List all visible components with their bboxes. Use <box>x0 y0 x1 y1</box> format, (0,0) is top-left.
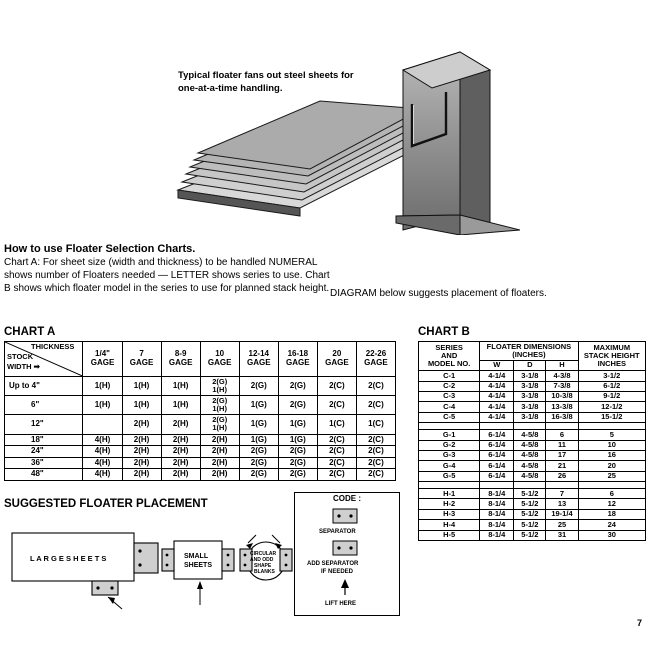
chart-b-h: 16-3/8 <box>546 412 578 422</box>
chart-a-row-label: 24" <box>5 446 83 458</box>
chart-a-cell: 2(G) <box>278 457 317 469</box>
blank-label-2: AND ODD <box>250 557 274 563</box>
series-line3: MODEL NO. <box>427 359 471 369</box>
chart-a-cell: 1(G) <box>278 434 317 446</box>
chart-b-dims-header <box>480 342 578 361</box>
chart-a-col-header <box>278 342 317 377</box>
chart-b-w: 4-1/4 <box>480 371 514 381</box>
blank-label-1: CIRCULAR <box>250 551 277 557</box>
chart-a-cell: 2(C) <box>317 434 356 446</box>
table-row <box>419 381 646 391</box>
table-group-separator <box>419 482 646 489</box>
chart-a-col-header <box>161 342 200 377</box>
stack-line2: STACK HEIGHT <box>583 350 640 360</box>
chart-a-cell: 1(G) <box>278 415 317 434</box>
chart-b-d: 4-5/8 <box>514 440 546 450</box>
code-add-separator-label-1: ADD SEPARATOR <box>307 561 359 567</box>
chart-a-cell: 2(G) <box>239 446 278 458</box>
chart-b-model: G-1 <box>419 430 480 440</box>
col-gage-bottom: GAGE <box>286 358 310 367</box>
chart-a-cell: 2(H) <box>122 415 161 434</box>
chart-b-model: G-5 <box>419 471 480 481</box>
chart-a-cell: 1(G) <box>239 434 278 446</box>
chart-b-h: 25 <box>546 520 578 530</box>
chart-a-cell: 1(C) <box>317 415 356 434</box>
chart-b-w: 6-1/4 <box>480 461 514 471</box>
chart-a-cell: 1(C) <box>356 415 395 434</box>
chart-a-table <box>4 341 396 481</box>
chart-b-stack: 5 <box>578 430 645 440</box>
table-row <box>419 430 646 440</box>
chart-a-cell: 2(C) <box>356 446 395 458</box>
illustration-caption: Typical floater fans out steel sheets for one-at-a-time handling. <box>178 70 354 94</box>
chart-a-col-header <box>317 342 356 377</box>
chart-a-cell: 4(H) <box>83 446 122 458</box>
chart-a-cell: 1(H) <box>122 396 161 415</box>
chart-b-d: 3-1/8 <box>514 391 546 401</box>
chart-a-cell: 2(C) <box>317 469 356 481</box>
separator-cell <box>514 423 546 430</box>
chart-b-stack: 10 <box>578 440 645 450</box>
chart-b-stack: 15-1/2 <box>578 412 645 422</box>
chart-b-w: 4-1/4 <box>480 391 514 401</box>
chart-a-cell: 2(C) <box>317 446 356 458</box>
table-row <box>419 450 646 460</box>
chart-b-col-d: D <box>514 360 546 370</box>
chart-a-cell: 2(H) <box>200 469 239 481</box>
chart-b-d: 4-5/8 <box>514 471 546 481</box>
floater-drawing <box>160 30 520 235</box>
chart-b-h: 10-3/8 <box>546 391 578 401</box>
stack-line1: MAXIMUM <box>593 342 631 352</box>
separator-cell <box>546 423 578 430</box>
chart-b-stack: 24 <box>578 520 645 530</box>
page-number: 7 <box>636 618 642 628</box>
stock-label: STOCK <box>7 352 34 361</box>
chart-a-cell: 2(C) <box>356 457 395 469</box>
separator-cell <box>578 482 645 489</box>
table-group-separator <box>419 423 646 430</box>
chart-a-cell: 2(G) <box>239 377 278 396</box>
chart-b-h: 4-3/8 <box>546 371 578 381</box>
chart-b-model: G-4 <box>419 461 480 471</box>
col-gage-top: 10 <box>215 349 225 359</box>
separator-cell <box>419 423 480 430</box>
separator-cell <box>578 423 645 430</box>
chart-a-cell: 2(C) <box>317 377 356 396</box>
chart-a-cell: 2(C) <box>356 396 395 415</box>
code-title: CODE : <box>333 494 361 503</box>
separator-cell <box>419 482 480 489</box>
stack-line3: INCHES <box>597 359 626 369</box>
chart-b-stack: 12 <box>578 499 645 509</box>
chart-a-row-label: 48" <box>5 469 83 481</box>
chart-b-stack: 20 <box>578 461 645 471</box>
chart-b-h: 13-3/8 <box>546 402 578 412</box>
chart-b-stack: 6 <box>578 489 645 499</box>
chart-b-table <box>418 341 646 541</box>
chart-b-stack: 25 <box>578 471 645 481</box>
chart-b-stack: 6-1/2 <box>578 381 645 391</box>
chart-a-cell: 2(H) <box>122 457 161 469</box>
chart-a-cell: 2(G) <box>278 469 317 481</box>
chart-a-cell: 2(C) <box>356 469 395 481</box>
chart-a-cell: 2(G) <box>278 446 317 458</box>
col-gage-top: 7 <box>139 349 144 359</box>
chart-b-h: 11 <box>546 440 578 450</box>
code-legend-drawing <box>295 503 397 611</box>
chart-b-model: G-3 <box>419 450 480 460</box>
separator-cell <box>480 482 514 489</box>
chart-a-cell: 2(H) <box>122 446 161 458</box>
chart-b-model: C-2 <box>419 381 480 391</box>
width-label: WIDTH ➡ <box>7 362 40 371</box>
chart-b-d: 5-1/2 <box>514 489 546 499</box>
table-row <box>5 415 396 434</box>
chart-b-series-header <box>419 342 480 371</box>
chart-a-row-label: Up to 4" <box>5 377 83 396</box>
chart-a-cell: 2(C) <box>356 377 395 396</box>
col-gage-top: 1/4" <box>95 349 110 359</box>
chart-b-w: 8-1/4 <box>480 520 514 530</box>
chart-b-h: 31 <box>546 530 578 540</box>
chart-b-d: 5-1/2 <box>514 530 546 540</box>
chart-a-col-header <box>239 342 278 377</box>
code-add-separator-label-2: IF NEEDED <box>321 569 354 575</box>
separator-cell <box>546 482 578 489</box>
chart-b-model: C-4 <box>419 402 480 412</box>
chart-b-model: H-4 <box>419 520 480 530</box>
chart-b-h: 21 <box>546 461 578 471</box>
chart-a-cell: 1(H) <box>161 377 200 396</box>
chart-b-model: H-5 <box>419 530 480 540</box>
chart-a-row-label: 36" <box>5 457 83 469</box>
col-gage-top: 22-26 <box>365 349 387 359</box>
table-row <box>419 520 646 530</box>
howto-body: Chart A: For sheet size (width and thickness) to be handled NUMERAL shows number of Floaters needed — LETTER shows series to use. Chart B shows which floater model in the series to use for planned stack height. <box>4 257 330 294</box>
chart-b-h: 17 <box>546 450 578 460</box>
table-row <box>419 402 646 412</box>
chart-b-h: 7-3/8 <box>546 381 578 391</box>
chart-b-model: G-2 <box>419 440 480 450</box>
chart-b-d: 5-1/2 <box>514 509 546 519</box>
chart-a-cell: 2(H) <box>161 434 200 446</box>
col-gage-bottom: GAGE <box>207 358 232 367</box>
chart-a-cell <box>83 415 122 434</box>
placement-title: SUGGESTED FLOATER PLACEMENT <box>4 498 208 510</box>
col-gage-bottom: GAGE <box>168 358 193 367</box>
chart-a-cell: 2(G) <box>239 457 278 469</box>
chart-a-cell: 2(G) 1(H) <box>200 415 239 434</box>
chart-a-cell: 2(H) <box>161 457 200 469</box>
chart-a-cell: 1(G) <box>239 415 278 434</box>
chart-b-model: C-5 <box>419 412 480 422</box>
chart-a-cell: 2(G) 1(H) <box>200 377 239 396</box>
chart-b-model: C-3 <box>419 391 480 401</box>
chart-b-stack: 18 <box>578 509 645 519</box>
chart-a-cell: 2(G) <box>278 377 317 396</box>
chart-a-row-label: 12" <box>5 415 83 434</box>
chart-a-cell: 2(G) 1(H) <box>200 396 239 415</box>
chart-b-d: 3-1/8 <box>514 381 546 391</box>
code-legend-box <box>294 492 400 616</box>
chart-b-stack: 12-1/2 <box>578 402 645 412</box>
table-row <box>5 434 396 446</box>
chart-b-model: C-1 <box>419 371 480 381</box>
chart-b-stack-header <box>578 342 645 371</box>
chart-b-stack: 3-1/2 <box>578 371 645 381</box>
chart-a-col-header <box>200 342 239 377</box>
chart-a-cell: 2(H) <box>200 434 239 446</box>
series-line2: AND <box>441 350 458 360</box>
table-row <box>5 377 396 396</box>
dims-sublabel: (INCHES) <box>512 349 546 359</box>
chart-b-w: 6-1/4 <box>480 430 514 440</box>
chart-b-h: 26 <box>546 471 578 481</box>
chart-b-model: H-2 <box>419 499 480 509</box>
howto-block <box>4 243 334 295</box>
table-row <box>5 342 396 377</box>
col-gage-top: 16-18 <box>287 349 309 359</box>
col-gage-bottom: GAGE <box>90 358 115 367</box>
large-sheets-label: L A R G E S H E E T S <box>30 554 107 563</box>
chart-b-d: 5-1/2 <box>514 520 546 530</box>
chart-b-w: 4-1/4 <box>480 381 514 391</box>
chart-b-d: 3-1/8 <box>514 412 546 422</box>
col-gage-top: 20 <box>332 349 342 359</box>
floater-illustration <box>160 30 520 235</box>
chart-a-cell: 2(C) <box>356 434 395 446</box>
howto-heading: How to use Floater Selection Charts. <box>4 243 196 255</box>
chart-b-w: 6-1/4 <box>480 440 514 450</box>
chart-b-h: 6 <box>546 430 578 440</box>
table-row <box>419 509 646 519</box>
blank-label-3: SHAPE <box>254 563 272 569</box>
diagram-note: DIAGRAM below suggests placement of floaters. <box>330 288 547 299</box>
chart-a-cell: 2(H) <box>122 434 161 446</box>
chart-b-col-h: H <box>546 360 578 370</box>
chart-b-d: 3-1/8 <box>514 371 546 381</box>
chart-b-w: 8-1/4 <box>480 499 514 509</box>
chart-b-d: 4-5/8 <box>514 450 546 460</box>
chart-a-cell: 2(C) <box>317 457 356 469</box>
chart-b-w: 8-1/4 <box>480 509 514 519</box>
table-row <box>419 471 646 481</box>
chart-a-col-header <box>356 342 395 377</box>
table-row <box>419 489 646 499</box>
chart-b-stack: 9-1/2 <box>578 391 645 401</box>
chart-b-w: 8-1/4 <box>480 489 514 499</box>
chart-a-cell: 4(H) <box>83 469 122 481</box>
chart-a-cell: 1(H) <box>161 396 200 415</box>
code-separator-label: SEPARATOR <box>319 529 356 535</box>
chart-a-cell: 1(H) <box>122 377 161 396</box>
chart-b-stack: 30 <box>578 530 645 540</box>
col-gage-bottom: GAGE <box>129 358 154 367</box>
chart-b-h: 13 <box>546 499 578 509</box>
table-row <box>419 391 646 401</box>
chart-b-stack: 16 <box>578 450 645 460</box>
dims-label: FLOATER DIMENSIONS <box>486 341 572 351</box>
chart-b-w: 8-1/4 <box>480 530 514 540</box>
chart-b-d: 5-1/2 <box>514 499 546 509</box>
table-row <box>419 412 646 422</box>
col-gage-bottom: GAGE <box>364 358 388 367</box>
blank-label-4: BLANKS <box>254 569 275 575</box>
chart-b-h: 7 <box>546 489 578 499</box>
chart-a-cell: 2(H) <box>200 446 239 458</box>
chart-a-cell: 1(H) <box>83 396 122 415</box>
separator-cell <box>480 423 514 430</box>
table-row <box>419 499 646 509</box>
small-sheets-label-1: SMALL <box>184 553 209 560</box>
chart-a-row-label: 18" <box>5 434 83 446</box>
chart-a-cell: 2(H) <box>161 446 200 458</box>
small-sheets-label-2: SHEETS <box>184 562 213 569</box>
col-gage-bottom: GAGE <box>325 358 349 367</box>
chart-a-cell: 2(H) <box>200 457 239 469</box>
code-lift-here-label: LIFT HERE <box>325 601 356 607</box>
col-gage-bottom: GAGE <box>246 358 271 367</box>
chart-a-cell: 4(H) <box>83 434 122 446</box>
table-row <box>5 446 396 458</box>
chart-a-cell: 2(G) <box>278 396 317 415</box>
chart-a-cell: 4(H) <box>83 457 122 469</box>
table-row <box>5 469 396 481</box>
chart-a-title: CHART A <box>4 326 56 338</box>
chart-a-col-header <box>122 342 161 377</box>
chart-b-w: 4-1/4 <box>480 402 514 412</box>
chart-a-col-header <box>83 342 122 377</box>
chart-a-corner-cell <box>5 342 83 377</box>
thickness-label: THICKNESS <box>31 342 75 351</box>
chart-b-w: 4-1/4 <box>480 412 514 422</box>
table-row <box>5 457 396 469</box>
series-line1: SERIES <box>435 342 463 352</box>
chart-a-row-label: 6" <box>5 396 83 415</box>
chart-b-w: 6-1/4 <box>480 471 514 481</box>
chart-b-h: 19-1/4 <box>546 509 578 519</box>
chart-b-w: 6-1/4 <box>480 450 514 460</box>
col-gage-top: 8-9 <box>174 349 187 359</box>
chart-a-cell: 2(H) <box>122 469 161 481</box>
col-gage-top: 12-14 <box>248 349 269 359</box>
chart-b-title: CHART B <box>418 326 470 338</box>
table-row <box>419 371 646 381</box>
separator-cell <box>514 482 546 489</box>
table-row <box>419 440 646 450</box>
chart-b-d: 4-5/8 <box>514 430 546 440</box>
chart-b-d: 3-1/8 <box>514 402 546 412</box>
chart-b-col-w: W <box>480 360 514 370</box>
chart-a-cell: 2(C) <box>317 396 356 415</box>
chart-b-model: H-1 <box>419 489 480 499</box>
chart-b-d: 4-5/8 <box>514 461 546 471</box>
chart-a-cell: 2(H) <box>161 415 200 434</box>
chart-a-cell: 1(G) <box>239 396 278 415</box>
table-row <box>5 396 396 415</box>
chart-a-cell: 1(H) <box>83 377 122 396</box>
table-row <box>419 342 646 361</box>
table-row <box>419 461 646 471</box>
chart-a-cell: 2(G) <box>239 469 278 481</box>
chart-a-cell: 2(H) <box>161 469 200 481</box>
chart-b-model: H-3 <box>419 509 480 519</box>
table-row <box>419 530 646 540</box>
